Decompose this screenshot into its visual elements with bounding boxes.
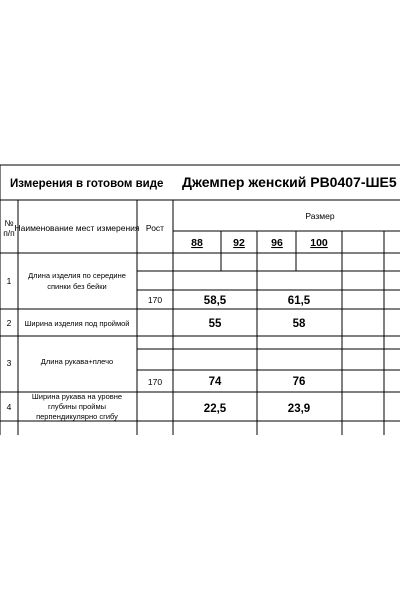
size-92: 92	[233, 237, 245, 249]
row-4-name-line2: глубины проймы	[47, 402, 107, 411]
row-3-value-88-92: 74	[208, 376, 222, 388]
column-height-header: Рост	[145, 223, 165, 233]
product-title: Джемпер женский РВ0407-ШЕ5	[182, 174, 397, 190]
column-number-line1: №	[4, 218, 14, 228]
row-4-value-88-92: 22,5	[203, 403, 227, 415]
column-size-group-header: Размер	[305, 211, 335, 221]
row-4-value-96-100: 23,9	[287, 403, 311, 415]
column-name-header: Наименование мест измерения	[14, 223, 140, 233]
row-1-number: 1	[6, 276, 12, 286]
column-number-line2: п/п	[3, 228, 15, 238]
size-100: 100	[310, 237, 328, 249]
size-96: 96	[271, 237, 283, 249]
row-1-value-88-92: 58,5	[203, 295, 227, 307]
section-title: Измерения в готовом виде	[10, 178, 164, 190]
row-4-name-line3: перпендикулярно сгибу	[36, 412, 118, 421]
row-2-name: Ширина изделия под проймой	[24, 319, 130, 328]
row-3-height: 170	[147, 377, 163, 387]
row-1-value-96-100: 61,5	[287, 295, 311, 307]
row-2-value-96-100: 58	[292, 318, 306, 330]
row-2-number: 2	[6, 318, 12, 328]
row-2-value-88-92: 55	[208, 318, 222, 330]
row-1-height: 170	[147, 295, 163, 305]
row-3-name: Длина рукава+плечо	[40, 357, 114, 366]
row-3-value-96-100: 76	[292, 376, 306, 388]
row-4-name-line1: Ширина рукава на уровне	[31, 392, 123, 401]
size-88: 88	[191, 237, 203, 249]
row-1-name-line2: спинки без бейки	[47, 282, 107, 291]
row-1-name-line1: Длина изделия по середине	[28, 271, 126, 280]
row-3-number: 3	[6, 358, 12, 368]
row-4-number: 4	[6, 402, 12, 412]
